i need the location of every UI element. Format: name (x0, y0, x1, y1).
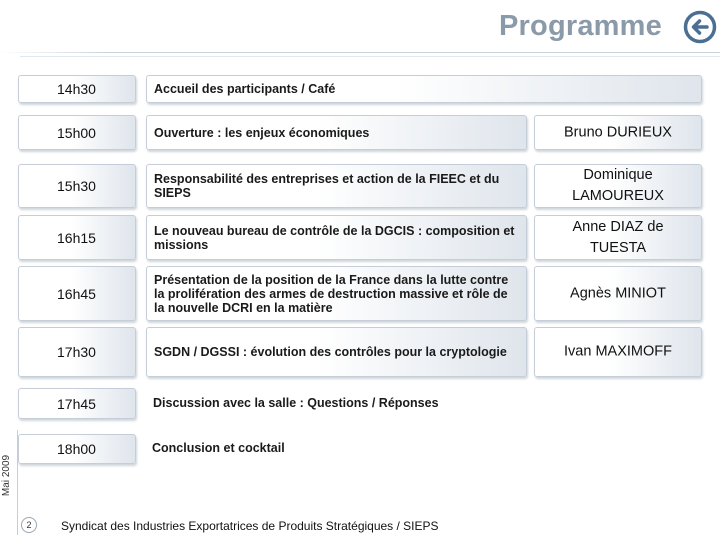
topic-label: Conclusion et cocktail (152, 441, 285, 455)
topic-label: Ouverture : les enjeux économiques (154, 125, 370, 140)
time-label: 15h30 (57, 178, 96, 194)
topic-label: SGDN / DGSSI : évolution des contrôles pour la cryptologie (154, 345, 507, 359)
time-cell (18, 327, 136, 377)
speaker-label: Agnès MINIOT (570, 285, 666, 301)
schedule-row (0, 266, 720, 321)
topic-cell (146, 75, 702, 103)
time-label: 18h00 (57, 441, 96, 457)
speaker-cell (534, 215, 702, 260)
time-cell (18, 75, 136, 103)
speaker-label: Anne DIAZ de TUESTA (572, 218, 664, 256)
header-divider (0, 52, 720, 53)
speaker-cell (534, 164, 702, 208)
schedule-row (0, 327, 720, 377)
schedule-row (0, 215, 720, 260)
time-cell (18, 115, 136, 150)
page-number: 2 (21, 517, 37, 533)
time-label: 16h15 (57, 229, 96, 246)
speaker-label: Bruno DURIEUX (564, 124, 672, 140)
time-label: 17h45 (57, 395, 96, 412)
time-cell (18, 388, 136, 419)
topic-cell (146, 115, 527, 150)
time-cell (18, 266, 136, 321)
time-label: 15h00 (57, 124, 96, 141)
schedule-row (0, 164, 720, 208)
time-cell (18, 164, 136, 208)
topic-label: Accueil des participants / Café (154, 82, 336, 96)
topic-label: Responsabilité des entreprises et action de la FIEEC et du SIEPS (154, 172, 500, 200)
topic-cell (146, 327, 527, 377)
time-cell (18, 434, 136, 464)
time-cell (18, 215, 136, 260)
topic-label: Discussion avec la salle : Questions / Réponses (153, 396, 439, 410)
page-title: Programme (499, 10, 662, 42)
schedule-row (0, 115, 720, 150)
schedule-row (0, 434, 720, 464)
time-label: 14h30 (57, 81, 96, 97)
side-divider (17, 430, 18, 535)
header-divider-secondary (20, 56, 720, 57)
topic-label: Le nouveau bureau de contrôle de la DGCIS : composition et missions (154, 223, 515, 252)
speaker-label: Ivan MAXIMOFF (564, 343, 672, 360)
topic-cell (146, 215, 527, 260)
speaker-label: Dominique LAMOUREUX (572, 167, 664, 204)
speaker-cell (534, 327, 702, 377)
schedule-row (0, 388, 720, 419)
topic-cell (146, 266, 527, 321)
time-label: 17h30 (57, 344, 96, 360)
schedule-row (0, 75, 720, 103)
back-arrow-icon[interactable] (683, 10, 717, 44)
speaker-cell (534, 115, 702, 150)
footer-text: Syndicat des Industries Exportatrices de Produits Stratégiques / SIEPS (61, 519, 439, 533)
time-label: 16h45 (57, 285, 96, 302)
topic-label: Présentation de la position de la France dans la lutte contre la prolifération des armes de destruction massive et rôle de la nouvelle DCRI en la matière (154, 272, 509, 315)
side-date: Mai 2009 (1, 454, 13, 497)
topic-cell (146, 164, 527, 208)
speaker-cell (534, 266, 702, 321)
